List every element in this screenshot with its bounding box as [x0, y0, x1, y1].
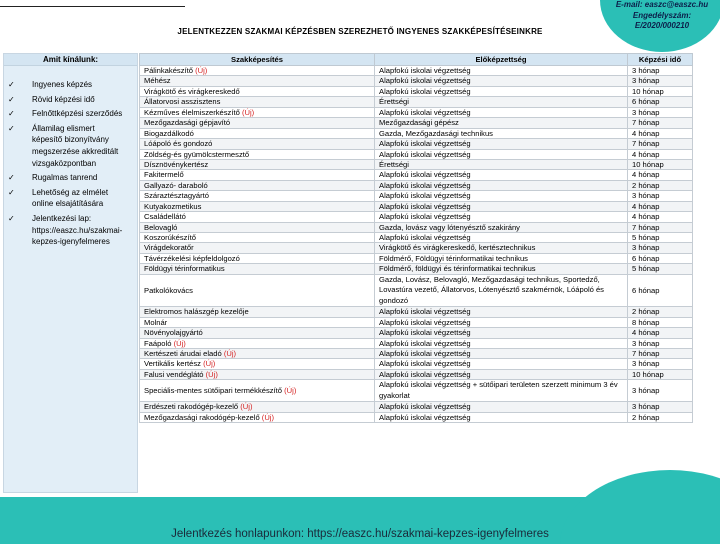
- table-row: [140, 191, 693, 201]
- header-prerequisite: Előképzettség: [375, 54, 628, 66]
- duration-cell: 5 hónap: [628, 233, 693, 243]
- qualification-cell: [140, 369, 375, 379]
- new-tag: (Új): [173, 338, 186, 348]
- qualification-name: Virágkötő és virágkereskedő: [144, 86, 240, 96]
- qualification-name: Elektromos halászgép kezelője: [144, 307, 249, 317]
- prerequisite-cell: Virágkötő és virágkereskedő, kertésztechnikus: [375, 243, 628, 253]
- qualification-cell: [140, 307, 375, 317]
- info-badge: [600, 0, 720, 52]
- table-row: [140, 307, 693, 317]
- offer-line: online elsajátítására: [32, 199, 104, 209]
- new-tag: (Új): [195, 66, 208, 76]
- duration-cell: 10 hónap: [628, 159, 693, 169]
- qualification-cell: [140, 86, 375, 96]
- duration-cell: 4 hónap: [628, 128, 693, 138]
- offer-line: Államilag elismert: [32, 123, 95, 133]
- checkmark-icon: ✓: [8, 109, 15, 119]
- prerequisite-cell: Alapfokú iskolai végzettség: [375, 369, 628, 379]
- qualification-cell: [140, 201, 375, 211]
- qualification-name: Kertészeti árudai eladó: [144, 349, 222, 359]
- qualification-name: Mezőgazdasági rakodógép-kezelő: [144, 412, 260, 422]
- prerequisite-cell: Alapfokú iskolai végzettség: [375, 107, 628, 117]
- offer-line: https://easzc.hu/szakmai-: [32, 225, 123, 235]
- qualification-cell: [140, 180, 375, 190]
- qualification-cell: [140, 191, 375, 201]
- prerequisite-cell: Alapfokú iskolai végzettség: [375, 201, 628, 211]
- qualification-name: Zöldség-és gyümölcstermesztő: [144, 149, 250, 159]
- duration-cell: 3 hónap: [628, 191, 693, 201]
- offers-heading: Amit kínálunk:: [4, 54, 137, 66]
- offer-item: [8, 213, 135, 248]
- new-tag: (Új): [205, 369, 218, 379]
- table-row: [140, 317, 693, 327]
- duration-cell: 6 hónap: [628, 253, 693, 263]
- qualification-name: Falusi vendéglátó: [144, 369, 204, 379]
- checkmark-icon: ✓: [8, 187, 15, 197]
- table-row: [140, 76, 693, 86]
- new-tag: (Új): [223, 349, 237, 359]
- table-row: [140, 97, 693, 107]
- prerequisite-cell: Gazda, Mezőgazdasági technikus: [375, 128, 628, 138]
- table-row: [140, 107, 693, 117]
- table-row: [140, 128, 693, 138]
- offer-text: [32, 79, 135, 91]
- qualification-name: Méhész: [144, 76, 171, 86]
- qualification-cell: [140, 317, 375, 327]
- qualification-cell: [140, 139, 375, 149]
- qualification-name: Belovagló: [144, 222, 178, 232]
- prerequisite-cell: Alapfokú iskolai végzettség + sütőipari területen szerzett minimum 3 év gyakorlat: [375, 380, 628, 402]
- offer-line: megszerzése akkreditált: [32, 146, 119, 156]
- offer-line: képesítő bizonyítvány: [32, 135, 109, 145]
- qualification-cell: [140, 149, 375, 159]
- qualification-name: Kutyakozmetikus: [144, 201, 202, 211]
- prerequisite-cell: Mezőgazdasági gépész: [375, 118, 628, 128]
- qualification-name: Fakitermelő: [144, 170, 184, 180]
- duration-cell: 6 hónap: [628, 97, 693, 107]
- table-row: [140, 66, 693, 76]
- duration-cell: 3 hónap: [628, 359, 693, 369]
- duration-cell: 4 hónap: [628, 328, 693, 338]
- qualification-name: Mezőgazdasági gépjavító: [144, 118, 231, 128]
- table-row: [140, 369, 693, 379]
- page-title: JELENTKEZZEN SZAKMAI KÉPZÉSBEN SZEREZHETŐ INGYENES SZAKKÉPESÍTÉSEINKRE: [177, 27, 543, 36]
- prerequisite-cell: Alapfokú iskolai végzettség: [375, 139, 628, 149]
- courses-table: [139, 53, 693, 423]
- prerequisite-cell: Alapfokú iskolai végzettség: [375, 149, 628, 159]
- offer-text[interactable]: [32, 213, 135, 248]
- table-row: [140, 233, 693, 243]
- duration-cell: 3 hónap: [628, 402, 693, 412]
- offer-item: [8, 123, 135, 169]
- duration-cell: 3 hónap: [628, 66, 693, 76]
- qualification-cell: [140, 76, 375, 86]
- prerequisite-cell: Alapfokú iskolai végzettség: [375, 412, 628, 422]
- new-tag: (Új): [240, 402, 253, 412]
- duration-cell: 3 hónap: [628, 107, 693, 117]
- duration-cell: 4 hónap: [628, 170, 693, 180]
- prerequisite-cell: Alapfokú iskolai végzettség: [375, 76, 628, 86]
- duration-cell: 2 hónap: [628, 307, 693, 317]
- qualification-name: Biogazdálkodó: [144, 128, 194, 138]
- offer-line: kepzes-igenyfelmeres: [32, 237, 110, 247]
- table-row: [140, 243, 693, 253]
- table-row: [140, 212, 693, 222]
- table-row: [140, 349, 693, 359]
- offer-text: [32, 172, 135, 184]
- header-qualification: Szakképesítés: [140, 54, 375, 66]
- table-row: [140, 274, 693, 307]
- qualification-name: Családellátó: [144, 212, 186, 222]
- header-duration: Képzési idő: [628, 54, 693, 66]
- offer-text: [32, 94, 135, 106]
- duration-cell: 2 hónap: [628, 180, 693, 190]
- qualification-cell: [140, 159, 375, 169]
- table-row: [140, 86, 693, 96]
- prerequisite-cell: Földmérő, földügyi és térinformatikai technikus: [375, 264, 628, 274]
- new-tag: (Új): [261, 412, 275, 422]
- qualification-name: Távérzékelési képfeldolgozó: [144, 253, 240, 263]
- qualification-name: Faápoló: [144, 338, 172, 348]
- qualification-cell: [140, 338, 375, 348]
- badge-permit-label: Engedélyszám:: [632, 10, 692, 20]
- duration-cell: 10 hónap: [628, 369, 693, 379]
- prerequisite-cell: Alapfokú iskolai végzettség: [375, 402, 628, 412]
- qualification-cell: [140, 274, 375, 307]
- prerequisite-cell: Alapfokú iskolai végzettség: [375, 66, 628, 76]
- table-row: [140, 118, 693, 128]
- qualification-cell: [140, 212, 375, 222]
- checkmark-icon: ✓: [8, 173, 15, 183]
- prerequisite-cell: Gazda, lovász vagy lótenyésztő szakirány: [375, 222, 628, 232]
- table-row: [140, 222, 693, 232]
- prerequisite-cell: Érettségi: [375, 159, 628, 169]
- duration-cell: 3 hónap: [628, 380, 693, 402]
- qualification-cell: [140, 66, 375, 76]
- qualification-name: Koszorúkészítő: [144, 233, 196, 243]
- new-tag: (Új): [203, 359, 216, 369]
- offer-item: [8, 172, 135, 184]
- prerequisite-cell: Alapfokú iskolai végzettség: [375, 307, 628, 317]
- qualification-cell: [140, 107, 375, 117]
- qualification-name: Száraztésztagyártó: [144, 191, 209, 201]
- offer-line: Rugalmas tanrend: [32, 173, 98, 183]
- qualification-name: Állatorvosi asszisztens: [144, 97, 221, 107]
- qualification-name: Pálinkakészítő: [144, 66, 193, 76]
- qualification-cell: [140, 264, 375, 274]
- duration-cell: 2 hónap: [628, 412, 693, 422]
- duration-cell: 5 hónap: [628, 264, 693, 274]
- table-row: [140, 402, 693, 412]
- checkmark-icon: ✓: [8, 123, 15, 133]
- prerequisite-cell: Alapfokú iskolai végzettség: [375, 212, 628, 222]
- qualification-cell: [140, 359, 375, 369]
- duration-cell: 4 hónap: [628, 212, 693, 222]
- duration-cell: 7 hónap: [628, 349, 693, 359]
- prerequisite-cell: Érettségi: [375, 97, 628, 107]
- table-row: [140, 201, 693, 211]
- offer-text: [32, 187, 135, 210]
- qualification-cell: [140, 243, 375, 253]
- table-row: [140, 149, 693, 159]
- top-rule: [0, 6, 185, 7]
- checkmark-icon: ✓: [8, 80, 15, 89]
- qualification-name: Földügyi térinformatikus: [144, 264, 225, 274]
- offer-line: vizsgaközpontban: [32, 158, 97, 168]
- duration-cell: 7 hónap: [628, 139, 693, 149]
- prerequisite-cell: Alapfokú iskolai végzettség: [375, 338, 628, 348]
- table-row: [140, 412, 693, 422]
- qualification-cell: [140, 118, 375, 128]
- offer-line: Jelentkezési lap:: [32, 213, 92, 223]
- qualification-cell: [140, 233, 375, 243]
- table-row: [140, 328, 693, 338]
- offer-text: [32, 108, 135, 120]
- duration-cell: 4 hónap: [628, 201, 693, 211]
- table-row: [140, 170, 693, 180]
- qualification-name: Lóápoló és gondozó: [144, 139, 213, 149]
- qualification-name: Vertikális kertész: [144, 359, 201, 369]
- offers-panel: [3, 53, 138, 493]
- prerequisite-cell: Alapfokú iskolai végzettség: [375, 170, 628, 180]
- qualification-cell: [140, 328, 375, 338]
- prerequisite-cell: Földmérő, Földügyi térinformatikai technikus: [375, 253, 628, 263]
- table-row: [140, 139, 693, 149]
- table-row: [140, 253, 693, 263]
- duration-cell: 10 hónap: [628, 86, 693, 96]
- table-row: [140, 180, 693, 190]
- offer-text: [32, 123, 135, 169]
- checkmark-icon: ✓: [8, 213, 15, 223]
- qualification-name: Növényolajgyártó: [144, 328, 203, 338]
- duration-cell: 6 hónap: [628, 274, 693, 307]
- qualification-cell: [140, 412, 375, 422]
- duration-cell: 4 hónap: [628, 149, 693, 159]
- table-row: [140, 159, 693, 169]
- offers-list: [4, 66, 137, 248]
- offer-item: [8, 108, 135, 120]
- table-row: [140, 380, 693, 402]
- qualification-name: Virágdekoratőr: [144, 243, 194, 253]
- prerequisite-cell: Alapfokú iskolai végzettség: [375, 317, 628, 327]
- duration-cell: 7 hónap: [628, 118, 693, 128]
- offer-item: [8, 79, 135, 91]
- duration-cell: 7 hónap: [628, 222, 693, 232]
- prerequisite-cell: Alapfokú iskolai végzettség: [375, 180, 628, 190]
- qualification-cell: [140, 222, 375, 232]
- prerequisite-cell: Alapfokú iskolai végzettség: [375, 359, 628, 369]
- offer-line: Ingyenes képzés: [32, 80, 93, 89]
- badge-permit-number: E/2020/000210: [634, 21, 690, 30]
- table-row: [140, 338, 693, 348]
- qualification-name: Speciális-mentes sütőipari termékkészítő: [144, 386, 283, 396]
- duration-cell: 8 hónap: [628, 317, 693, 327]
- qualification-cell: [140, 349, 375, 359]
- duration-cell: 3 hónap: [628, 243, 693, 253]
- qualification-cell: [140, 170, 375, 180]
- prerequisite-cell: Alapfokú iskolai végzettség: [375, 349, 628, 359]
- prerequisite-cell: Alapfokú iskolai végzettség: [375, 86, 628, 96]
- duration-cell: 3 hónap: [628, 76, 693, 86]
- checkmark-icon: ✓: [8, 94, 15, 104]
- qualification-cell: [140, 402, 375, 412]
- prerequisite-cell: Alapfokú iskolai végzettség: [375, 233, 628, 243]
- qualification-name: Patkolókovács: [144, 285, 193, 295]
- new-tag: (Új): [241, 107, 255, 117]
- prerequisite-cell: Gazda, Lovász, Belovagló, Mezőgazdasági technikus, Sportedző, Lovastúra vezető, Állatorvos, Lótenyésztő szakmérnök, Lóápoló és gondozó: [375, 274, 628, 307]
- offer-line: Lehetőség az elmélet: [32, 187, 109, 197]
- prerequisite-cell: Alapfokú iskolai végzettség: [375, 328, 628, 338]
- duration-cell: 3 hónap: [628, 338, 693, 348]
- qualification-name: Dísznövénykertész: [144, 159, 209, 169]
- qualification-cell: [140, 97, 375, 107]
- new-tag: (Új): [284, 386, 297, 396]
- qualification-name: Gallyazó- daraboló: [144, 180, 208, 190]
- prerequisite-cell: Alapfokú iskolai végzettség: [375, 191, 628, 201]
- qualification-name: Molnár: [144, 317, 168, 327]
- offer-item: [8, 187, 135, 210]
- table-header-row: [140, 54, 693, 66]
- badge-email: E-mail: easzc@easzc.hu: [615, 0, 709, 9]
- table-row: [140, 359, 693, 369]
- qualification-name: Kézműves élelmiszerkészítő: [144, 107, 240, 117]
- offer-item: [8, 94, 135, 106]
- qualification-cell: [140, 253, 375, 263]
- qualification-cell: [140, 128, 375, 138]
- qualification-name: Erdészeti rakodógép-kezelő: [144, 402, 239, 412]
- qualification-cell: [140, 380, 375, 402]
- table-row: [140, 264, 693, 274]
- offer-line: Felnőttképzési szerződés: [32, 109, 123, 119]
- footer-link-text[interactable]: Jelentkezés honlapunkon: https://easzc.hu/szakmai-kepzes-igenyfelmeres: [171, 528, 549, 540]
- offer-line: Rövid képzési idő: [32, 94, 95, 104]
